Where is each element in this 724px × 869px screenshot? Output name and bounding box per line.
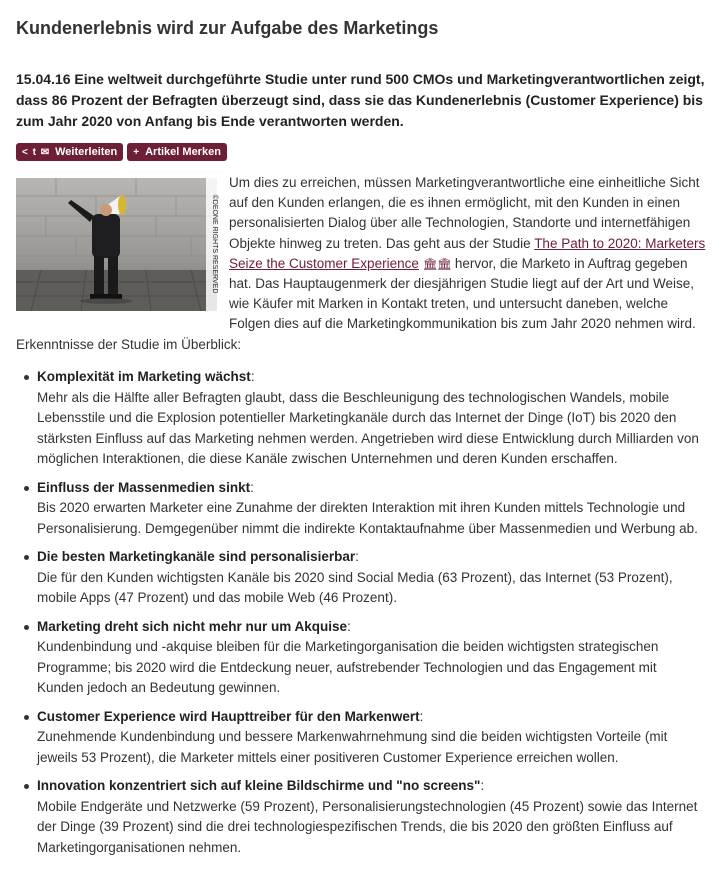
finding-text: Mehr als die Hälfte aller Befragten glaubt, dass die Beschleunigung des technologischen Wandels, mobile Lebensstile und die Explosion potentieller Marketingkanäle durch das Internet der Dinge (IoT) bis 2020 den stärksten Einfluss auf das Marketing nehmen werden. Angetrieben wird diese Entwicklung durch Milliarden von möglichen Interaktionen, die diese Kanäle zwischen Unternehmen und deren Kunden erschaffen. <box>37 389 699 466</box>
finding-heading: Die besten Marketingkanäle sind personalisierbar <box>37 549 356 564</box>
list-item: Customer Experience wird Haupttreiber für den Markenwert: Zunehmende Kundenbindung und bessere Markenwahrnehmung sind die beiden wichtigsten Vorteile (mit jeweils 53 Prozent), die Marketer mittels einer positiveren Customer Experience erreichen wollen. <box>22 707 706 769</box>
page-title: Kundenerlebnis wird zur Aufgabe des Marketings <box>16 18 439 38</box>
list-item: Die besten Marketingkanäle sind personalisierbar: Die für den Kunden wichtigsten Kanäle bis 2020 sind Social Media (63 Prozent), das Internet (53 Prozent), mobile Apps (47 Prozent) und das mobile Web (46 Prozent). <box>22 547 706 609</box>
list-item: Einfluss der Massenmedien sinkt: Bis 2020 erwarten Marketer eine Zunahme der direkten Interaktion mit ihren Kunden mittels Technologie und Personalisierung. Demgegenüber nimmt die indirekte Kontaktaufnahme über Massenmedien und Werbung ab. <box>22 478 706 540</box>
finding-heading: Marketing dreht sich nicht mehr nur um Akquise <box>37 618 348 634</box>
study-link[interactable]: The Path to 2020: Marketers Seize the Customer Experience <box>229 235 706 271</box>
finding-text: Bis 2020 erwarten Marketer eine Zunahme der direkten Interaktion mit ihren Kunden mittels Technologie und Personalisierung. Demgegenüber nimmt die indirekte Kontaktaufnahme über Massenmedien und Werbung ab. <box>37 500 698 536</box>
article-actions <box>16 143 227 161</box>
plus-icon: + <box>133 146 141 158</box>
finding-text: Mobile Endgeräte und Netzwerke (59 Prozent), Personalisierungstechnologien (45 Prozent) sowie das Internet der Dinge (39 Prozent) sind die drei technologiespezifischen Trends, die bis 2020 den größten Einfluss auf Marketingorganisationen nehmen. <box>37 798 698 855</box>
list-item: Komplexität im Marketing wächst: Mehr als die Hälfte aller Befragten glaubt, dass die Beschleunigung des technologischen Wandels, mobile Lebensstile und die Explosion potentieller Marketingkanäle durch das Internet der Dinge (IoT) bis 2020 den stärksten Einfluss auf das Marketing nehmen werden. Angetrieben wird diese Entwicklung durch Milliarden von möglichen Interaktionen, die diese Kanäle zwischen Unternehmen und deren Kunden erschaffen. <box>22 367 706 470</box>
save-article-label: Artikel Merken <box>145 146 221 158</box>
share-button-label: Weiterleiten <box>55 146 118 158</box>
share-button[interactable] <box>16 143 123 161</box>
share-icon: < t ✉ <box>22 146 51 158</box>
article-body <box>16 173 706 355</box>
findings-list <box>22 367 706 866</box>
finding-heading: Customer Experience wird Haupttreiber für den Markenwert <box>37 708 420 724</box>
list-item: Innovation konzentriert sich auf kleine Bildschirme und "no screens": Mobile Endgeräte und Netzwerke (59 Prozent), Personalisierungstechnologien (45 Prozent) sowie das Internet der Dinge (39 Prozent) sind die drei technologiespezifischen Trends, die bis 2020 den größten Einfluss auf Marketingorganisationen nehmen. <box>22 776 706 858</box>
list-item: Marketing dreht sich nicht mehr nur um Akquise: Kundenbindung und -akquise bleiben für die Marketingorganisation die beiden wichtigsten strategischen Programme; bis 2020 wird die Entdeckung neuer, aufstrebender Technologien und das Engagement mit Kunden jedoch an Bedeutung gewinnen. <box>22 617 706 699</box>
article-lead: 15.04.16 Eine weltweit durchgeführte Studie unter rund 500 CMOs und Marketingverantwortlichen zeigt, dass 86 Prozent der Befragten überzeugt sind, dass sie das Kundenerlebnis (Customer Experience) bis zum Jahr 2020 von Anfang bis Ende verantworten werden. <box>16 71 705 129</box>
finding-heading: Komplexität im Marketing wächst <box>37 369 251 384</box>
photo-watermark: ©DEONE RIGHTS RESERVED <box>211 194 218 294</box>
finding-text: Die für den Kunden wichtigsten Kanäle bis 2020 sind Social Media (63 Prozent), das Internet (53 Prozent), mobile Apps (47 Prozent) und das mobile Web (46 Prozent). <box>37 569 673 605</box>
finding-text: Zunehmende Kundenbindung und bessere Markenwahrnehmung sind die beiden wichtigsten Vorteile (mit jeweils 53 Prozent), die Marketer mittels einer positiveren Customer Experience erreichen wollen. <box>37 729 668 765</box>
article-paragraph-part2: hervor, die Marketo in Auftrag gegeben hat. Das Hauptaugenmerk der diesjährigen Studie liegt auf der Art und Weise, wie Käufer mit Marken in Kontakt treten, und untersucht daneben, welche Folgen dies auf die Marketingkommunikation bis zum Jahr 2020 nehmen wird. Erkenntnisse der Studie im Überblick: <box>16 255 696 352</box>
article-paragraph-part1: Um dies zu erreichen, müssen Marketingverantwortliche eine einheitliche Sicht auf den Kunden erlangen, die es ihnen ermöglicht, mit den Kunden in einen personalisierten Dialog über alle Technologien, Standorte und internetfähigen Objekte hinweg zu treten. Das geht aus der Studie <box>229 175 700 251</box>
pdf-download-icon[interactable]: 🏛🏛 <box>422 256 452 271</box>
save-article-button[interactable] <box>127 143 227 161</box>
finding-heading: Innovation konzentriert sich auf kleine Bildschirme und "no screens" <box>37 778 481 793</box>
finding-heading: Einfluss der Massenmedien sinkt <box>37 479 251 495</box>
finding-text: Kundenbindung und -akquise bleiben für die Marketingorganisation die beiden wichtigsten strategischen Programme; bis 2020 wird die Entdeckung neuer, aufstrebender Technologien und das Engagement mit Kunden jedoch an Bedeutung gewinnen. <box>37 639 659 695</box>
